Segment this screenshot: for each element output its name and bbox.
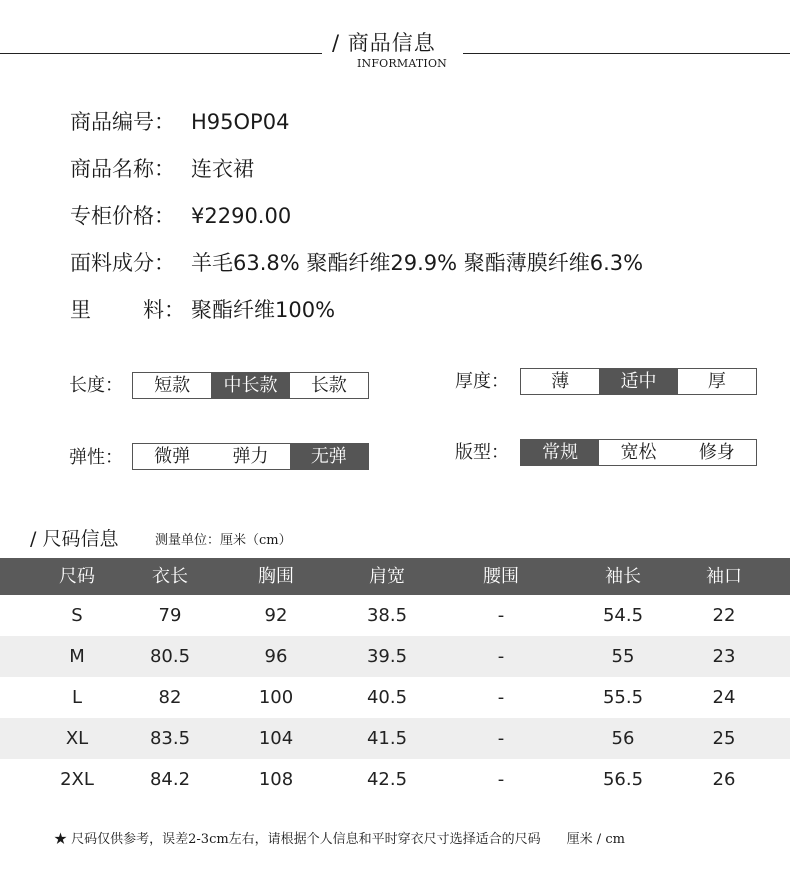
table-cell: 96 — [264, 646, 288, 667]
table-cell: 41.5 — [366, 728, 408, 749]
option-length-short: 短款 — [154, 375, 191, 396]
header-cell-size: 尺码 — [59, 566, 95, 587]
table-cell: - — [497, 687, 505, 708]
size-table — [0, 558, 790, 800]
info-label-lining-char1: 里 — [70, 298, 91, 322]
table-cell: 108 — [258, 769, 294, 790]
info-row-fabric — [70, 249, 643, 277]
table-cell: 24 — [712, 687, 736, 708]
table-cell: 80.5 — [149, 646, 191, 667]
attr-label-thickness: 厚度： — [455, 371, 509, 392]
table-cell: 92 — [264, 605, 288, 626]
header-cell-cuff: 袖口 — [706, 566, 742, 587]
info-value-name: 连衣裙 — [191, 157, 254, 181]
option-thickness-medium: 适中 — [599, 369, 677, 394]
info-row-lining — [70, 296, 335, 324]
table-cell: 55.5 — [602, 687, 644, 708]
info-value-lining: 聚酯纤维100% — [191, 298, 336, 322]
table-cell: 56 — [611, 728, 635, 749]
table-cell: 100 — [258, 687, 294, 708]
table-cell: XL — [65, 728, 89, 749]
option-thickness-thin: 薄 — [551, 371, 570, 392]
info-label-fabric: 面料成分： — [70, 251, 175, 275]
table-row — [0, 595, 790, 636]
table-row — [0, 677, 790, 718]
option-length-midi: 中长款 — [211, 373, 289, 398]
section-subtitle-information: INFORMATION — [356, 57, 448, 70]
table-row — [0, 759, 790, 800]
table-cell: M — [69, 646, 85, 667]
table-cell: 40.5 — [366, 687, 408, 708]
table-cell: - — [497, 769, 505, 790]
option-elasticity-slight: 微弹 — [154, 446, 191, 467]
header-rule-right — [463, 53, 790, 54]
table-cell: 82 — [158, 687, 182, 708]
header-cell-bust: 胸围 — [258, 566, 294, 587]
segment-fit — [520, 439, 757, 466]
table-cell: 104 — [258, 728, 294, 749]
header-cell-sleeve: 袖长 — [605, 566, 641, 587]
option-length-long: 长款 — [310, 375, 347, 396]
info-row-name — [70, 155, 254, 183]
header-cell-length: 衣长 — [152, 566, 188, 587]
option-elasticity-stretch: 弹力 — [232, 446, 269, 467]
table-cell: 54.5 — [602, 605, 644, 626]
attr-label-length: 长度： — [69, 375, 123, 396]
attr-label-elasticity: 弹性： — [69, 447, 123, 468]
segment-thickness — [520, 368, 757, 395]
option-fit-slim: 修身 — [698, 442, 735, 463]
info-value-price: ¥2290.00 — [191, 204, 292, 228]
option-fit-loose: 宽松 — [620, 442, 657, 463]
table-cell: 39.5 — [366, 646, 408, 667]
info-label-lining-char2: 料： — [143, 298, 185, 322]
table-cell: - — [497, 646, 505, 667]
table-cell: L — [71, 687, 83, 708]
segment-elasticity — [132, 443, 369, 470]
option-thickness-thick: 厚 — [707, 371, 726, 392]
size-disclaimer-note: ★ 尺码仅供参考，误差2-3cm左右，请根据个人信息和平时穿衣尺寸选择适合的尺码 厘米 / cm — [54, 832, 625, 847]
size-table-header — [0, 558, 790, 595]
table-cell: 83.5 — [149, 728, 191, 749]
info-row-code — [70, 108, 289, 136]
table-cell: 84.2 — [149, 769, 191, 790]
table-cell: 2XL — [60, 769, 94, 790]
info-value-code: H95OP04 — [191, 110, 290, 134]
info-label-price: 专柜价格： — [70, 204, 175, 228]
table-cell: 79 — [158, 605, 182, 626]
table-cell: 38.5 — [366, 605, 408, 626]
table-row — [0, 718, 790, 759]
table-row — [0, 636, 790, 677]
info-label-name: 商品名称： — [70, 157, 175, 181]
attr-label-fit: 版型： — [455, 442, 509, 463]
section-title-product-info: / 商品信息 — [332, 31, 436, 55]
info-label-code: 商品编号： — [70, 110, 175, 134]
table-cell: 25 — [712, 728, 736, 749]
table-cell: - — [497, 728, 505, 749]
size-unit-note: 测量单位：厘米（cm） — [155, 533, 292, 548]
table-cell: 23 — [712, 646, 736, 667]
table-cell: 56.5 — [602, 769, 644, 790]
option-fit-regular: 常规 — [521, 440, 599, 465]
info-value-fabric: 羊毛63.8% 聚酯纤维29.9% 聚酯薄膜纤维6.3% — [191, 251, 644, 275]
header-cell-waist: 腰围 — [483, 566, 519, 587]
option-elasticity-none: 无弹 — [290, 444, 368, 469]
info-row-price — [70, 202, 291, 230]
table-cell: 22 — [712, 605, 736, 626]
table-cell: 55 — [611, 646, 635, 667]
table-cell: 26 — [712, 769, 736, 790]
segment-length — [132, 372, 369, 399]
table-cell: 42.5 — [366, 769, 408, 790]
table-cell: S — [71, 605, 83, 626]
table-cell: - — [497, 605, 505, 626]
header-cell-shoulder: 肩宽 — [369, 566, 405, 587]
info-label-lining — [70, 296, 191, 324]
header-rule-left — [0, 53, 322, 54]
section-title-size-info: / 尺码信息 — [30, 528, 119, 550]
